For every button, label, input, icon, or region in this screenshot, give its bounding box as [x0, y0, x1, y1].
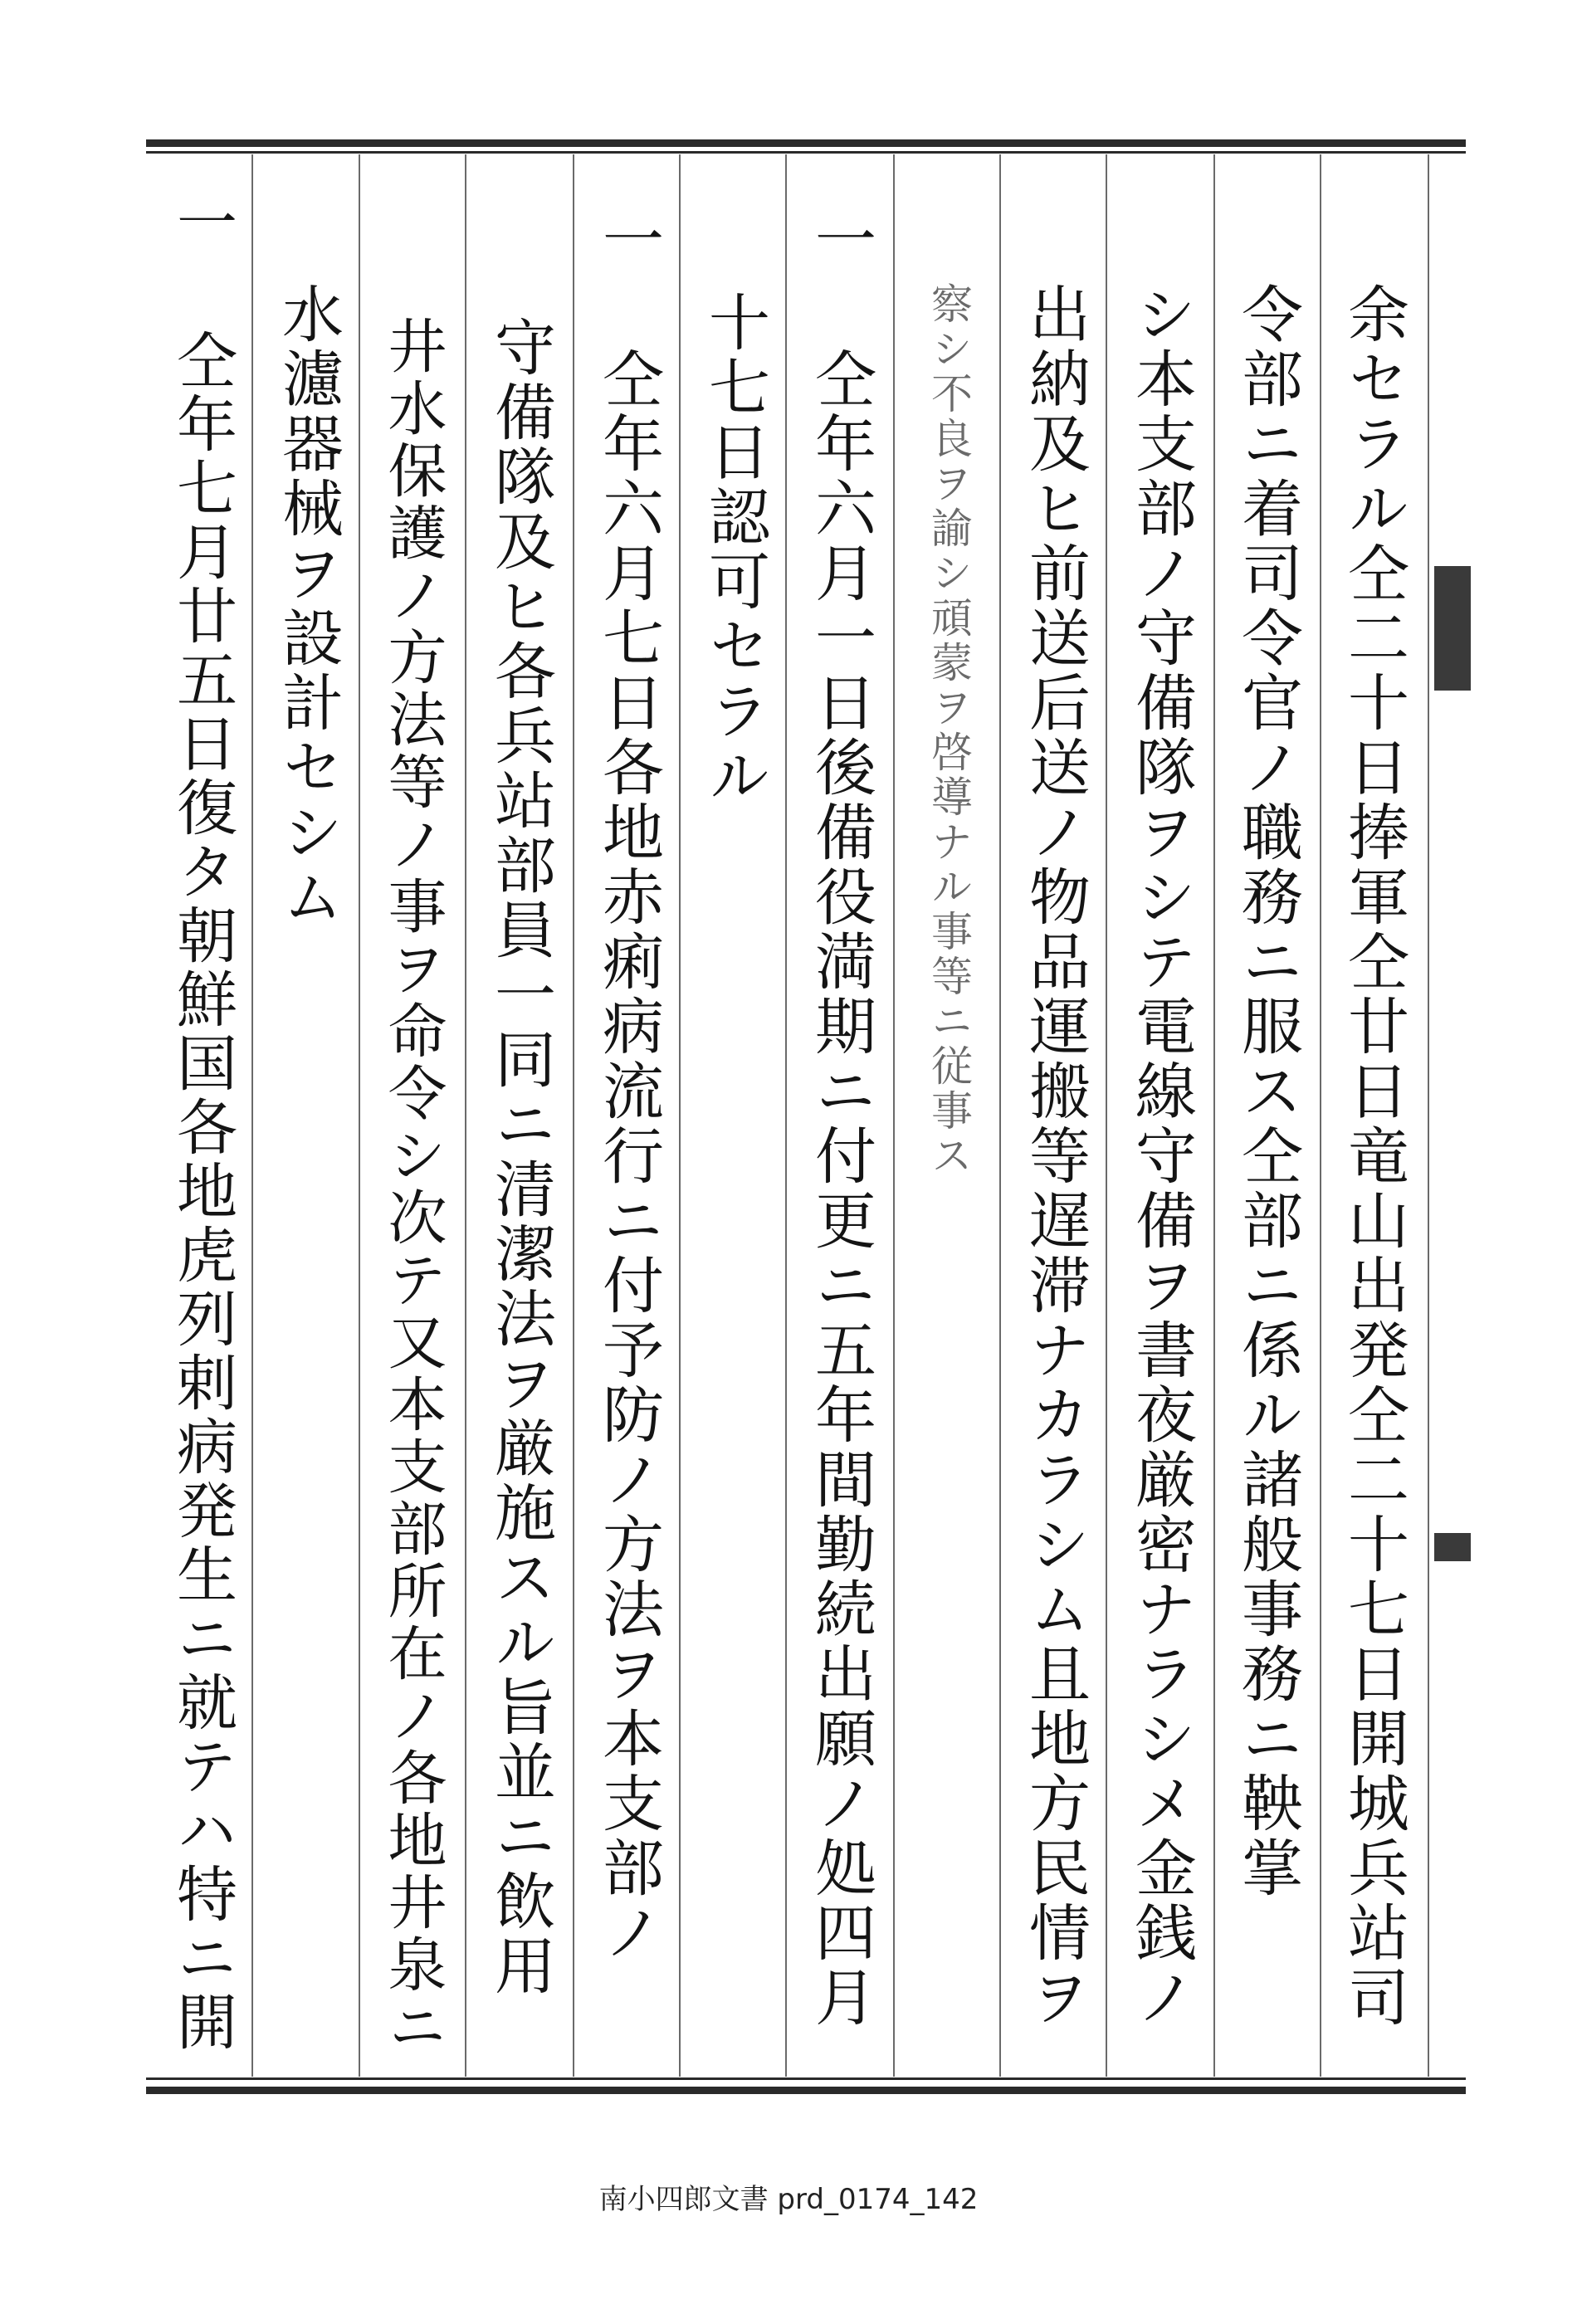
manuscript-column-3: シ本支部ノ守備隊ヲシテ電線守備ヲ書夜厳密ナラシメ金銭ノ — [1125, 282, 1197, 2030]
manuscript-column-5: 察シ不良ヲ諭シ頑蒙ヲ啓導ナル事等ニ従事ス — [925, 282, 973, 1179]
column-divider — [1320, 154, 1321, 2077]
manuscript-column-8: 一 仝年六月七日各地赤痢病流行ニ付予防ノ方法ヲ本支部ノ — [593, 208, 664, 1965]
column-divider — [893, 154, 895, 2077]
column-divider — [359, 154, 360, 2077]
manuscript-column-6: 一 仝年六月一日後備役満期ニ付更ニ五年間勤続出願ノ処四月 — [805, 208, 876, 2030]
manuscript-column-2: 令部ニ着司令官ノ職務ニ服ス仝部ニ係ル諸般事務ニ鞅掌 — [1232, 282, 1303, 1901]
page-edge-tab — [1434, 1533, 1471, 1561]
bottom-border-rule-inner — [146, 2077, 1466, 2080]
top-border-rule — [146, 139, 1466, 147]
column-divider — [251, 154, 253, 2077]
manuscript-column-9: 守備隊及ヒ各兵站部員一同ニ清潔法ヲ厳施スル旨並ニ飲用 — [485, 315, 556, 1999]
column-divider — [1106, 154, 1107, 2077]
page-edge-tab — [1434, 566, 1471, 691]
manuscript-column-4: 出納及ヒ前送后送ノ物品運搬等遅滞ナカラシム且地方民情ヲ — [1019, 282, 1091, 2030]
manuscript-column-11: 水濾器械ヲ設計セシム — [272, 282, 344, 930]
column-divider — [1428, 154, 1429, 2077]
column-divider — [999, 154, 1001, 2077]
manuscript-column-10: 井水保護ノ方法等ノ事ヲ命令シ次テ又本支部所在ノ各地井泉ニ — [378, 315, 447, 2058]
manuscript-column-1: 余セラル仝二十日捧軍仝廿日竜山出発仝二十七日開城兵站司 — [1338, 282, 1409, 2030]
column-divider — [679, 154, 681, 2077]
top-border-rule-inner — [146, 151, 1466, 154]
column-divider — [785, 154, 787, 2077]
page-caption: 南小四郎文書 prd_0174_142 — [598, 2183, 979, 2216]
bottom-border-rule — [146, 2087, 1466, 2094]
manuscript-column-7: 十七日認可セラル — [699, 290, 770, 808]
column-divider — [465, 154, 466, 2077]
column-divider — [573, 154, 574, 2077]
column-divider — [1213, 154, 1215, 2077]
manuscript-column-12: 一 仝年七月廿五日復タ朝鮮国各地虎列剌病発生ニ就テハ特ニ開 — [166, 191, 237, 2054]
